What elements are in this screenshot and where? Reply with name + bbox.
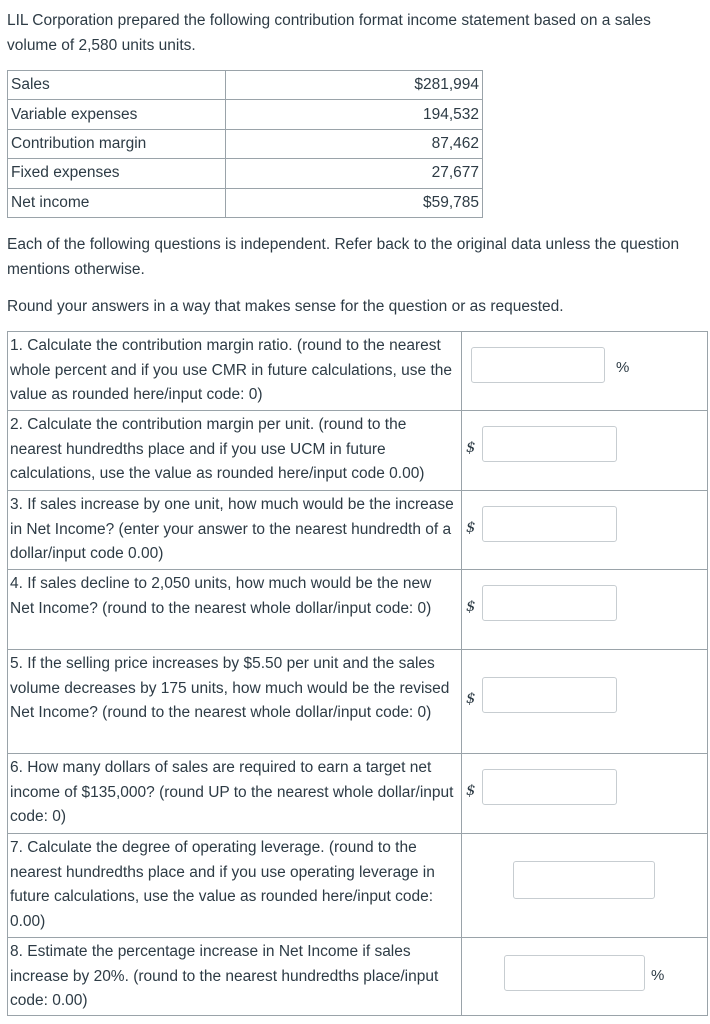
- row-label-variable-expenses: Variable expenses: [8, 100, 226, 129]
- answer-cell-6: [462, 754, 708, 834]
- question-row: [8, 411, 708, 491]
- question-text-6: 6. How many dollars of sales are required to earn a target net income of $135,000? (round UP to the nearest whole dollar/input code: 0): [8, 754, 462, 834]
- dollar-prefix-5: $: [466, 689, 476, 707]
- row-value-net-income: $59,785: [226, 188, 483, 217]
- answer-input-8[interactable]: [504, 955, 645, 991]
- question-text-8: 8. Estimate the percentage increase in Net Income if sales increase by 20%. (round to the nearest hundredths place/input code: 0.00): [8, 938, 462, 1016]
- answer-input-4[interactable]: [482, 585, 617, 621]
- percent-suffix-1: %: [616, 359, 630, 376]
- answer-cell-2: [462, 411, 708, 491]
- answer-cell-8: [462, 938, 708, 1016]
- row-value-fixed-expenses: 27,677: [226, 159, 483, 188]
- question-row: [8, 754, 708, 834]
- table-row: [8, 188, 483, 217]
- question-text-7: 7. Calculate the degree of operating leverage. (round to the nearest hundredths place and if you use operating leverage in future calculations, use the value as rounded here/input code: 0.00): [8, 834, 462, 938]
- answer-input-3[interactable]: [482, 506, 617, 542]
- row-value-sales: $281,994: [226, 71, 483, 100]
- rounding-note: Round your answers in a way that makes sense for the question or as requested.: [7, 298, 564, 315]
- answer-cell-5: [462, 650, 708, 754]
- dollar-prefix-2: $: [466, 438, 476, 456]
- answer-input-1[interactable]: [471, 347, 605, 383]
- answer-input-5[interactable]: [482, 677, 617, 713]
- income-statement-table: [7, 70, 483, 218]
- answer-cell-4: [462, 570, 708, 650]
- question-text-3: 3. If sales increase by one unit, how much would be the increase in Net Income? (enter your answer to the nearest hundredth of a dollar/input code 0.00): [8, 491, 462, 570]
- questions-table: [7, 331, 708, 1016]
- question-row: [8, 834, 708, 938]
- question-text-4: 4. If sales decline to 2,050 units, how much would be the new Net Income? (round to the nearest whole dollar/input code: 0): [8, 570, 462, 650]
- intro-paragraph: LIL Corporation prepared the following contribution format income statement based on a sales volume of 2,580 units units.: [7, 12, 651, 54]
- percent-suffix-8: %: [651, 967, 665, 984]
- answer-input-6[interactable]: [482, 769, 617, 805]
- question-row: [8, 570, 708, 650]
- question-text-1: 1. Calculate the contribution margin ratio. (round to the nearest whole percent and if you use CMR in future calculations, use the value as rounded here/input code: 0): [8, 332, 462, 411]
- answer-cell-1: [462, 332, 708, 411]
- row-label-fixed-expenses: Fixed expenses: [8, 159, 226, 188]
- question-text-2: 2. Calculate the contribution margin per unit. (round to the nearest hundredths place and if you use UCM in future calculations, use the value as rounded here/input code 0.00): [8, 411, 462, 491]
- row-label-contribution-margin: Contribution margin: [8, 129, 226, 158]
- answer-input-2[interactable]: [482, 426, 617, 462]
- question-row: [8, 491, 708, 570]
- question-row: [8, 938, 708, 1016]
- table-row: [8, 129, 483, 158]
- dollar-prefix-6: $: [466, 781, 476, 799]
- question-text-5: 5. If the selling price increases by $5.50 per unit and the sales volume decreases by 175 units, how much would be the revised Net Income? (round to the nearest whole dollar/input code: 0): [8, 650, 462, 754]
- row-value-variable-expenses: 194,532: [226, 100, 483, 129]
- answer-cell-3: [462, 491, 708, 570]
- answer-cell-7: [462, 834, 708, 938]
- answer-input-7[interactable]: [513, 861, 655, 899]
- row-label-net-income: Net income: [8, 188, 226, 217]
- table-row: [8, 100, 483, 129]
- row-value-contribution-margin: 87,462: [226, 129, 483, 158]
- table-row: [8, 71, 483, 100]
- row-label-sales: Sales: [8, 71, 226, 100]
- table-row: [8, 159, 483, 188]
- dollar-prefix-3: $: [466, 518, 476, 536]
- dollar-prefix-4: $: [466, 597, 476, 615]
- question-row: [8, 332, 708, 411]
- independence-note: Each of the following questions is independent. Refer back to the original data unless the question mentions otherwise.: [7, 236, 680, 278]
- question-row: [8, 650, 708, 754]
